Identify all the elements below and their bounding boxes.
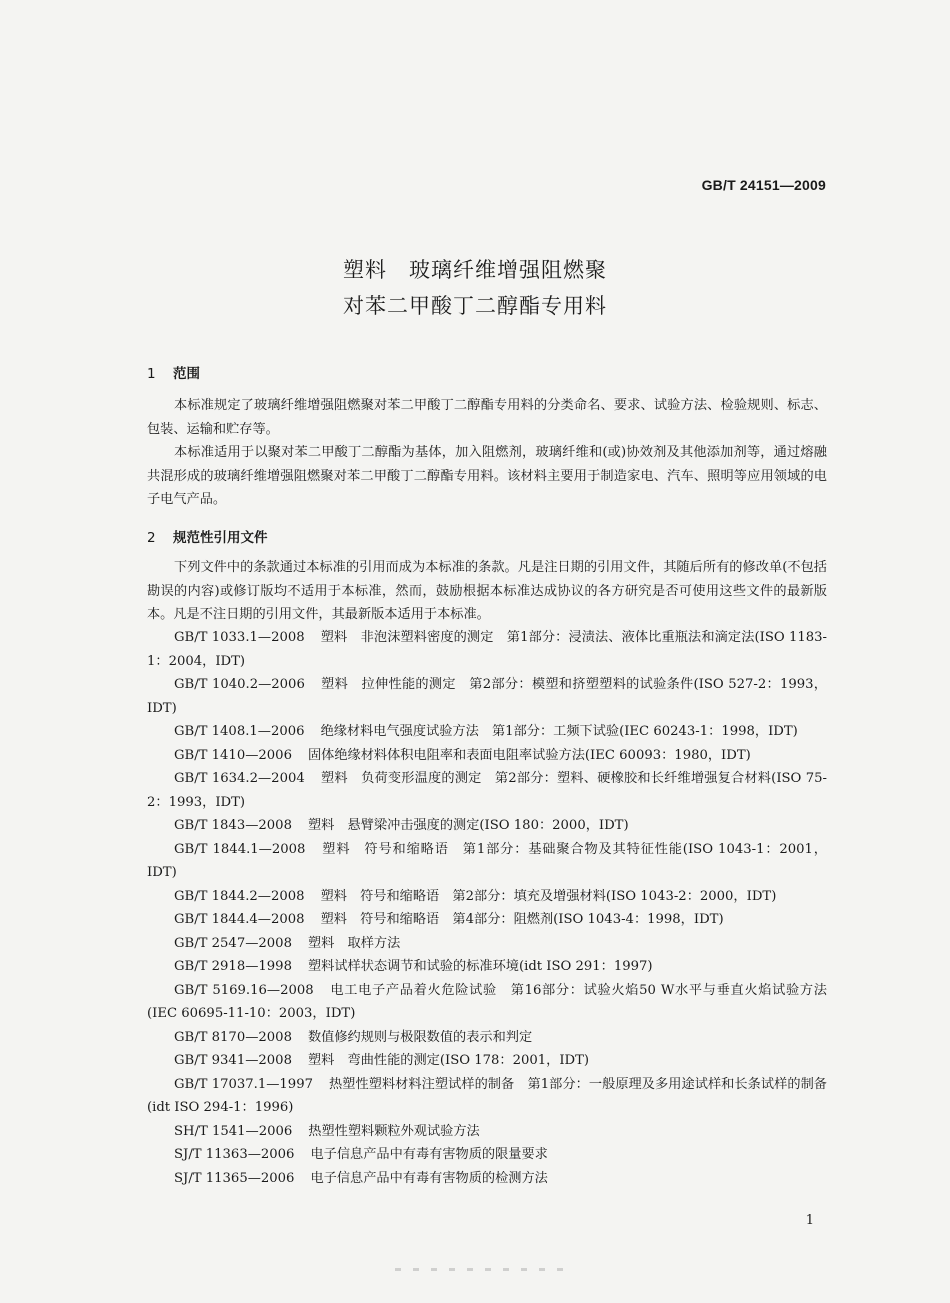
section-1-heading — [147, 362, 200, 382]
reference-title: 塑料 弯曲性能的测定(ISO 178：2001，IDT) — [307, 1053, 590, 1068]
section-1-paragraph-1: 本标准规定了玻璃纤维增强阻燃聚对苯二甲酸丁二醇酯专用料的分类命名、要求、试验方法、检验规则、标志、包装、运输和贮存等。 — [147, 398, 827, 437]
title-prefix: 塑料 — [343, 258, 387, 282]
reference-code: SH/T 1541—2006 — [174, 1123, 293, 1139]
document-title — [0, 252, 950, 324]
reference-title: 塑料试样状态调节和试验的标准环境(idt ISO 291：1997) — [307, 959, 653, 974]
reference-item — [147, 955, 827, 979]
reference-code: GB/T 8170—2008 — [174, 1029, 292, 1045]
reference-item — [147, 1120, 827, 1144]
reference-item — [147, 1167, 827, 1191]
reference-item — [147, 673, 827, 720]
reference-title: 固体绝缘材料体积电阻率和表面电阻率试验方法(IEC 60093：1980，IDT) — [307, 747, 751, 763]
reference-title: 热塑性塑料材料注塑试样的制备 第1部分：一般原理及多用途试样和长条试样的制备(idt ISO 294-1：1996) — [147, 1076, 827, 1115]
reference-item — [147, 1026, 827, 1050]
reference-title: 塑料 符号和缩略语 第2部分：填充及增强材料(ISO 1043-2：2000，IDT) — [320, 888, 777, 904]
reference-code: GB/T 9341—2008 — [174, 1053, 292, 1068]
section-1-title: 范围 — [173, 366, 200, 382]
reference-code: GB/T 5169.16—2008 — [174, 982, 314, 998]
reference-item — [147, 744, 827, 768]
reference-item — [147, 720, 827, 744]
reference-code: GB/T 1843—2008 — [174, 818, 292, 833]
reference-title: 塑料 非泡沫塑料密度的测定 第1部分：浸渍法、液体比重瓶法和滴定法(ISO 1183-1：2004，IDT) — [147, 630, 827, 669]
reference-code: SJ/T 11363—2006 — [174, 1147, 295, 1162]
reference-title: 塑料 负荷变形温度的测定 第2部分：塑料、硬橡胶和长纤维增强复合材料(ISO 75-2：1993，IDT) — [147, 771, 827, 810]
reference-item — [147, 1143, 827, 1167]
section-2-intro: 下列文件中的条款通过本标准的引用而成为本标准的条款。凡是注日期的引用文件，其随后所有的修改单(不包括勘误的内容)或修订版均不适用于本标准，然而，鼓励根据本标准达成协议的各方研究是否可使用这些文件的最新版本。凡是不注日期的引用文件，其最新版本适用于本标准。 — [147, 560, 827, 622]
reference-code: GB/T 2918—1998 — [174, 959, 292, 974]
reference-code: GB/T 1410—2006 — [174, 747, 292, 763]
reference-title: 电子信息产品中有毒有害物质的限量要求 — [310, 1147, 548, 1162]
reference-item — [147, 979, 827, 1026]
scan-artifact — [395, 1268, 565, 1271]
reference-item — [147, 885, 827, 909]
page-number: 1 — [805, 1213, 814, 1228]
reference-title: 数值修约规则与极限数值的表示和判定 — [307, 1029, 533, 1045]
section-2-heading — [147, 526, 268, 546]
reference-list — [147, 626, 827, 1190]
reference-title: 热塑性塑料颗粒外观试验方法 — [308, 1123, 480, 1139]
standard-code: GB/T 24151—2009 — [701, 177, 826, 193]
reference-title: 塑料 拉伸性能的测定 第2部分：模塑和挤塑塑料的试验条件(ISO 527-2：1993，IDT) — [147, 677, 827, 716]
title-line-2: 对苯二甲酸丁二醇酯专用料 — [343, 294, 607, 318]
reference-code: GB/T 1844.2—2008 — [174, 888, 305, 904]
reference-item — [147, 932, 827, 956]
section-2-number: 2 — [147, 530, 156, 546]
reference-item — [147, 908, 827, 932]
title-line-1 — [0, 252, 950, 288]
reference-title: 电子信息产品中有毒有害物质的检测方法 — [310, 1170, 548, 1186]
reference-code: GB/T 1634.2—2004 — [174, 771, 305, 786]
reference-title: 塑料 符号和缩略语 第4部分：阻燃剂(ISO 1043-4：1998，IDT) — [320, 912, 724, 927]
reference-code: SJ/T 11365—2006 — [174, 1170, 295, 1186]
reference-title: 塑料 符号和缩略语 第1部分：基础聚合物及其特征性能(ISO 1043-1：2001，IDT) — [147, 841, 827, 880]
section-2-title: 规范性引用文件 — [173, 530, 268, 546]
reference-code: GB/T 1844.1—2008 — [174, 841, 306, 857]
reference-item — [147, 767, 827, 814]
reference-title: 电工电子产品着火危险试验 第16部分：试验火焰50 W水平与垂直火焰试验方法(IEC 60695-11-10：2003，IDT) — [147, 982, 827, 1021]
reference-title: 绝缘材料电气强度试验方法 第1部分：工频下试验(IEC 60243-1：1998，IDT) — [320, 724, 798, 739]
reference-code: GB/T 1844.4—2008 — [174, 912, 305, 927]
reference-item — [147, 838, 827, 885]
reference-item — [147, 626, 827, 673]
reference-title: 塑料 取样方法 — [307, 935, 401, 951]
reference-item — [147, 814, 827, 838]
title-main: 玻璃纤维增强阻燃聚 — [409, 258, 607, 282]
section-1-paragraph-2: 本标准适用于以聚对苯二甲酸丁二醇酯为基体，加入阻燃剂，玻璃纤维和(或)协效剂及其他添加剂等，通过熔融共混形成的玻璃纤维增强阻燃聚对苯二甲酸丁二醇酯专用料。该材料主要用于制造家电、汽车、照明等应用领域的电子电气产品。 — [147, 445, 827, 507]
reference-title: 塑料 悬臂梁冲击强度的测定(ISO 180：2000，IDT) — [307, 818, 629, 833]
reference-code: GB/T 2547—2008 — [174, 935, 292, 951]
reference-item — [147, 1073, 827, 1120]
reference-code: GB/T 17037.1—1997 — [174, 1076, 313, 1092]
reference-code: GB/T 1040.2—2006 — [174, 677, 305, 692]
reference-code: GB/T 1408.1—2006 — [174, 724, 305, 739]
section-1-number: 1 — [147, 366, 156, 382]
reference-code: GB/T 1033.1—2008 — [174, 630, 305, 645]
reference-item — [147, 1049, 827, 1073]
